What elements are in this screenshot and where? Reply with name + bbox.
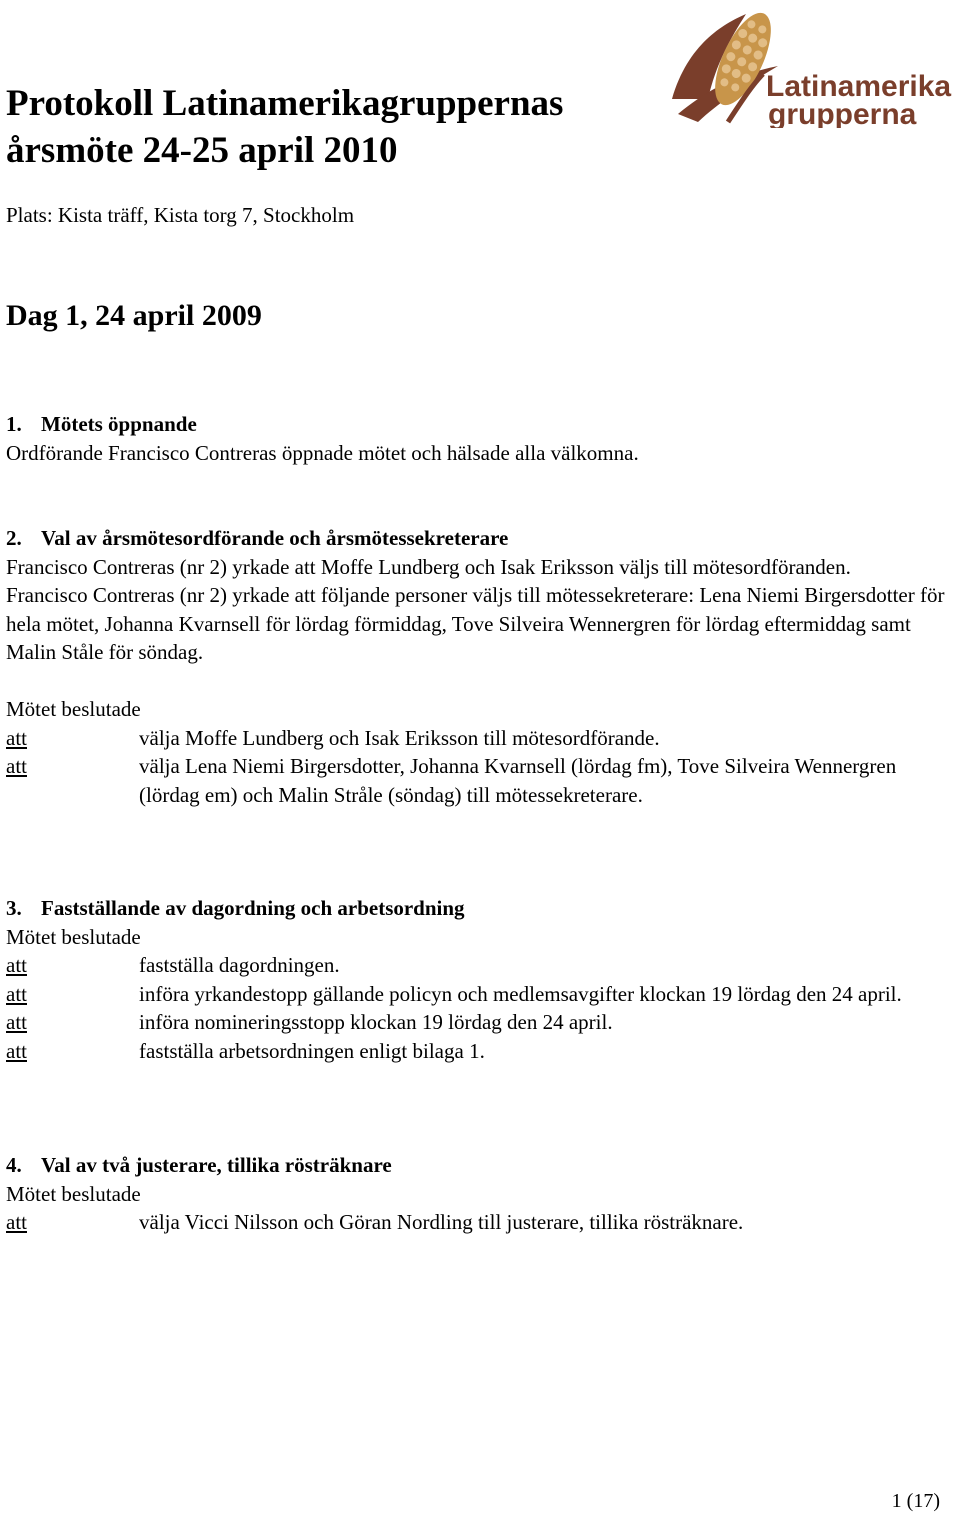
logo-text-line1: Latinamerika: [766, 70, 952, 103]
resolution-text: införa nomineringsstopp klockan 19 lördag den 24 april.: [139, 1010, 613, 1035]
section-text: Ordförande Francisco Contreras öppnade mötet och hälsade alla välkomna.: [6, 440, 639, 465]
resolution-text: införa yrkandestopp gällande policyn och medlemsavgifter klockan 19 lördag den 24 april.: [139, 981, 902, 1006]
section-heading: [6, 894, 946, 923]
resolution-row: [6, 1037, 946, 1066]
meeting-place: Plats: Kista träff, Kista torg 7, Stockholm: [6, 203, 355, 227]
section-title: Val av årsmötesordförande och årsmötessekreterare: [41, 526, 509, 550]
att-label: att: [6, 1010, 27, 1035]
section-heading: [6, 524, 946, 553]
section-4: [6, 1151, 946, 1237]
att-label: att: [6, 981, 27, 1006]
section-heading: [6, 1151, 946, 1180]
att-label: att: [6, 1038, 27, 1063]
resolution-row: [6, 980, 946, 1009]
resolution-text: välja Lena Niemi Birgersdotter, Johanna Kvarnsell (lördag fm), Tove Silveira Wennergren (lördag em) och Malin Stråle (söndag) till mötessekreterare.: [139, 754, 897, 807]
document-title: Protokoll Latinamerikagruppernas årsmöte 24-25 april 2010: [6, 83, 564, 171]
att-label: att: [6, 953, 27, 978]
decision-label: Mötet beslutade: [6, 1181, 141, 1206]
page-number: 1 (17): [891, 1490, 940, 1512]
resolution-text: välja Moffe Lundberg och Isak Eriksson till mötesordförande.: [139, 725, 660, 750]
resolution-row: [6, 1008, 946, 1037]
decision-label: Mötet beslutade: [6, 696, 141, 721]
resolution-row: [6, 951, 946, 980]
att-label: att: [6, 1210, 27, 1235]
att-label: att: [6, 725, 27, 750]
resolution-row: [6, 752, 946, 809]
section-number: 1.: [6, 412, 22, 436]
resolution-text: välja Vicci Nilsson och Göran Nordling till justerare, tillika rösträknare.: [139, 1210, 744, 1235]
section-title: Fastställande av dagordning och arbetsordning: [41, 896, 465, 920]
section-2: [6, 524, 946, 809]
section-title: Mötets öppnande: [41, 412, 197, 436]
resolution-row: [6, 724, 946, 753]
corn-logo-icon: [668, 4, 956, 128]
logo-text-line2: grupperna: [768, 98, 917, 128]
section-number: 4.: [6, 1153, 22, 1177]
section-paragraph: Francisco Contreras (nr 2) yrkade att följande personer väljs till mötessekreterare: Lena Niemi Birgersdotter för hela mötet, Johanna Kvarnsell för lördag förmiddag, Tove Silveira Wennergren för lördag eftermiddag samt Malin Ståle för söndag.: [6, 583, 945, 665]
day-heading: Dag 1, 24 april 2009: [6, 299, 262, 332]
decision-label: Mötet beslutade: [6, 924, 141, 949]
section-title: Val av två justerare, tillika rösträknare: [41, 1153, 392, 1177]
resolution-text: fastställa arbetsordningen enligt bilaga 1.: [139, 1038, 485, 1063]
section-number: 2.: [6, 526, 22, 550]
section-number: 3.: [6, 896, 22, 920]
att-label: att: [6, 754, 27, 779]
organization-logo: [668, 4, 956, 128]
resolution-row: [6, 1208, 946, 1237]
section-heading: [6, 410, 946, 439]
resolution-text: fastställa dagordningen.: [139, 953, 340, 978]
section-3: [6, 894, 946, 1066]
section-1: [6, 410, 946, 467]
section-paragraph: Francisco Contreras (nr 2) yrkade att Moffe Lundberg och Isak Eriksson väljs till mötesordföranden.: [6, 554, 851, 579]
